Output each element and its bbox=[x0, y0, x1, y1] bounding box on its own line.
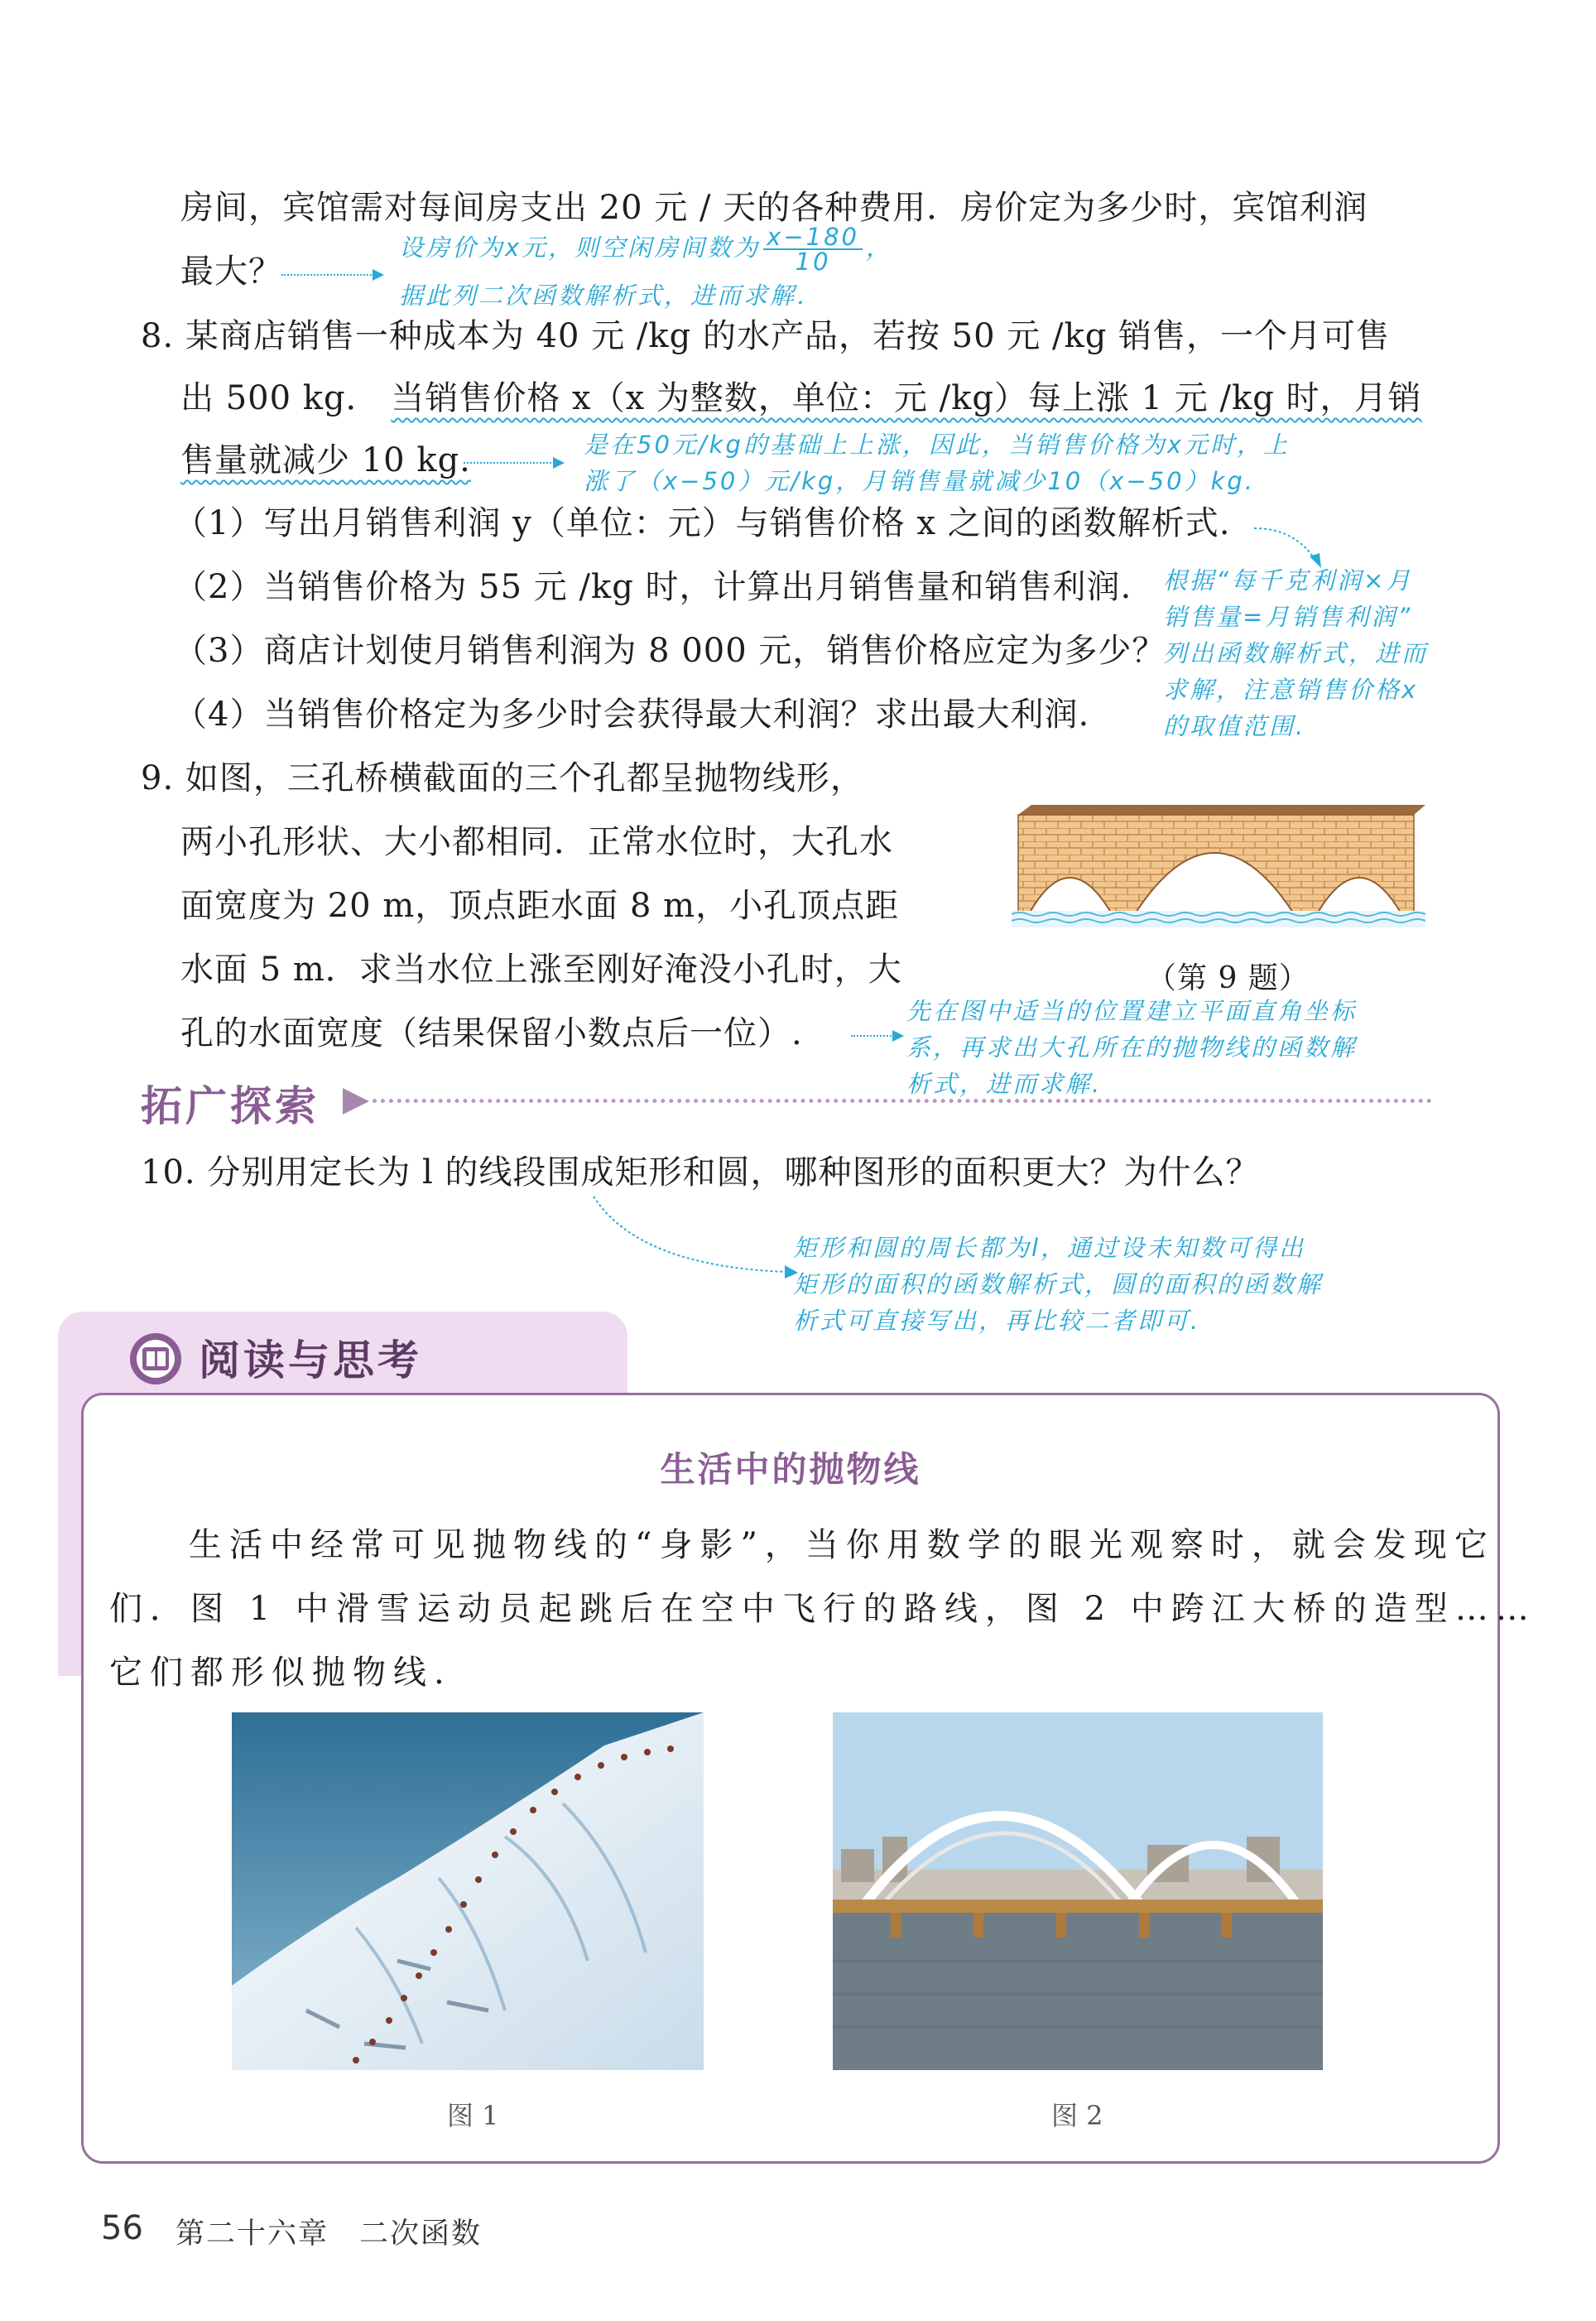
book-icon bbox=[128, 1331, 183, 1386]
arrow-icon bbox=[281, 274, 381, 276]
curved-arrow-icon bbox=[1250, 520, 1324, 570]
fraction-denominator: 10 bbox=[795, 248, 831, 276]
reading-line3: 它们都形似抛物线. bbox=[109, 1654, 452, 1692]
problem7-line2: 最大？ bbox=[180, 253, 282, 291]
figure1-caption: 图 1 bbox=[447, 2100, 499, 2131]
problem8-note2-line4: 求解，注意销售价格x bbox=[1163, 676, 1419, 704]
note-text: 设房价为x元，则空闲房间数为 bbox=[399, 234, 761, 262]
section-divider bbox=[373, 1099, 1432, 1103]
problem9-line5: 孔的水面宽度（结果保留小数点后一位）. bbox=[180, 1014, 803, 1052]
problem8-note1-line1: 是在50元/kg的基础上上涨，因此，当销售价格为x元时，上 bbox=[584, 431, 1291, 459]
problem10-note-line1: 矩形和圆的周长都为l，通过设未知数可得出 bbox=[793, 1234, 1306, 1262]
problem9-note-line1: 先在图中适当的位置建立平面直角坐标 bbox=[906, 997, 1358, 1025]
fraction-numerator: x−180 bbox=[763, 225, 863, 250]
problem8-note2-line5: 的取值范围. bbox=[1163, 712, 1306, 740]
problem8-line2-b: 当销售价格 x（x 为整数，单位：元 /kg）每上涨 1 元 /kg 时，月销 bbox=[391, 379, 1422, 417]
note-comma: ， bbox=[866, 234, 893, 262]
page-number: 56 bbox=[101, 2209, 143, 2247]
reading-tab-label: 阅读与思考 bbox=[199, 1336, 422, 1384]
figure2-caption: 图 2 bbox=[1051, 2100, 1103, 2131]
problem8-note2-line3: 列出函数解析式，进而 bbox=[1163, 639, 1429, 667]
problem8-line1: 8. 某商店销售一种成本为 40 元 /kg 的水产品，若按 50 元 /kg 销售，一个月可售 bbox=[141, 317, 1391, 355]
problem8-q4: （4）当销售价格定为多少时会获得最大利润？求出最大利润. bbox=[174, 696, 1090, 734]
curved-arrow-icon bbox=[589, 1192, 805, 1292]
ski-jumper-photo bbox=[232, 1712, 704, 2070]
reading-title: 生活中的抛物线 bbox=[660, 1449, 921, 1490]
chapter-title: 第二十六章 二次函数 bbox=[175, 2217, 483, 2251]
problem8-line3-text: 售量就减少 10 kg. bbox=[180, 441, 471, 479]
problem8-note2-line1: 根据“每千克利润×月 bbox=[1163, 566, 1413, 595]
problem8-note2-line2: 销售量=月销售利润” bbox=[1163, 603, 1413, 631]
problem8-line2-a: 出 500 kg． bbox=[180, 379, 380, 417]
problem9-line1: 9. 如图，三孔桥横截面的三个孔都呈抛物线形， bbox=[141, 759, 864, 797]
problem8-q3: （3）商店计划使月销售利润为 8 000 元，销售价格应定为多少？ bbox=[174, 632, 1166, 670]
problem8-line3 bbox=[180, 437, 471, 484]
problem10-note-line3: 析式可直接写出，再比较二者即可. bbox=[793, 1307, 1201, 1335]
reading-line2: 们．图 1 中滑雪运动员起跳后在空中飞行的路线，图 2 中跨江大桥的造型…… bbox=[109, 1590, 1536, 1628]
note-fraction bbox=[763, 223, 863, 276]
problem8-line2 bbox=[180, 375, 1422, 421]
problem10: 10. 分别用定长为 l 的线段围成矩形和圆，哪种图形的面积更大？为什么？ bbox=[141, 1153, 1260, 1192]
problem7-note-line2: 据此列二次函数解析式，进而求解． bbox=[399, 282, 824, 310]
reading-line1: 生活中经常可见抛物线的“身影”，当你用数学的眼光观察时，就会发现它 bbox=[189, 1526, 1495, 1564]
arrow-icon bbox=[851, 1035, 901, 1037]
figure9-caption: （第 9 题） bbox=[1147, 961, 1310, 995]
river-bridge-photo bbox=[833, 1712, 1323, 2070]
problem10-note-line2: 矩形的面积的函数解析式，圆的面积的函数解 bbox=[793, 1270, 1324, 1298]
problem8-note1-line2: 涨了（x−50）元/kg，月销售量就减少10（x−50）kg. bbox=[584, 467, 1256, 495]
three-arch-bridge-figure bbox=[1012, 802, 1425, 942]
problem8-q1: （1）写出月销售利润 y（单位：元）与销售价格 x 之间的函数解析式. bbox=[174, 504, 1231, 542]
section-title-extension: 拓广探索 bbox=[141, 1082, 320, 1130]
arrow-icon bbox=[464, 462, 561, 464]
problem9-line2: 两小孔形状、大小都相同．正常水位时，大孔水 bbox=[180, 823, 893, 861]
triangle-arrow-icon bbox=[339, 1085, 373, 1118]
problem7-note-line1 bbox=[399, 223, 893, 276]
problem9-note-line3: 析式，进而求解. bbox=[906, 1070, 1103, 1098]
problem9-note-line2: 系，再求出大孔所在的抛物线的函数解 bbox=[906, 1033, 1358, 1062]
problem9-line3: 面宽度为 20 m，顶点距水面 8 m，小孔顶点距 bbox=[180, 887, 900, 925]
problem8-q2: （2）当销售价格为 55 元 /kg 时，计算出月销售量和销售利润. bbox=[174, 568, 1132, 606]
problem9-line4: 水面 5 m．求当水位上涨至刚好淹没小孔时，大 bbox=[180, 951, 902, 989]
problem7-line1: 房间，宾馆需对每间房支出 20 元 / 天的各种费用．房价定为多少时，宾馆利润 bbox=[180, 189, 1368, 227]
